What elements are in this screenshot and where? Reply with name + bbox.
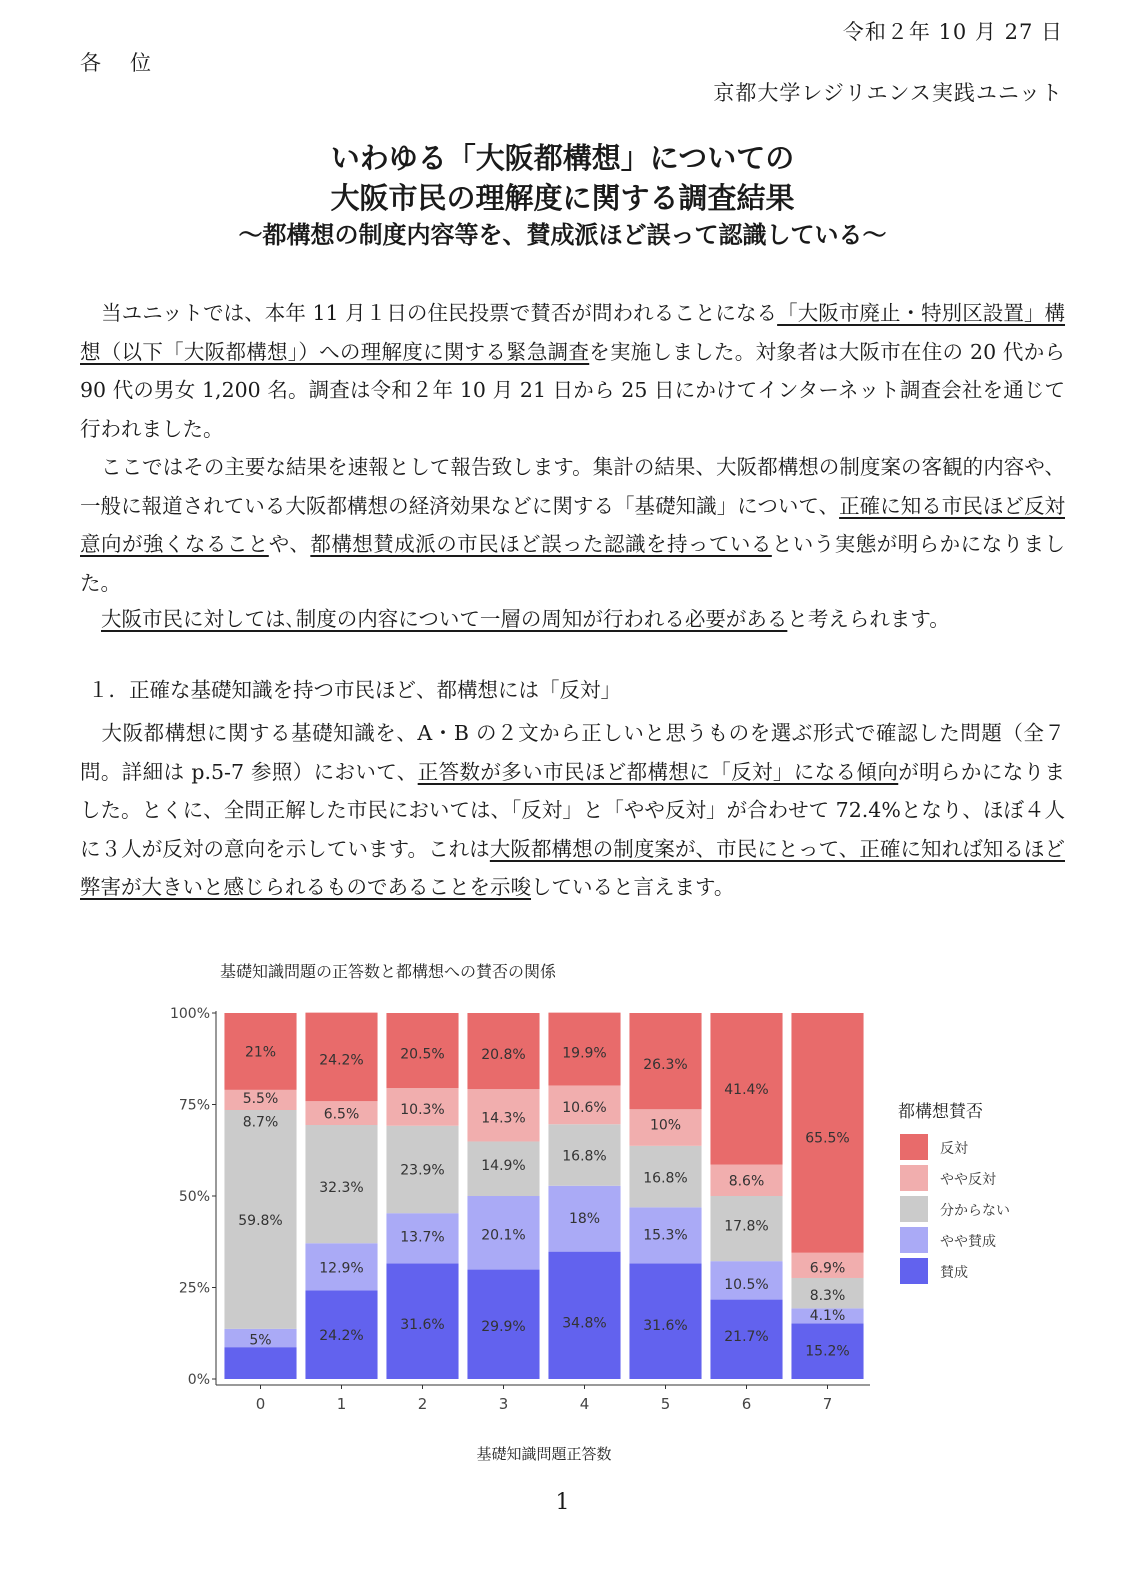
legend-label: やや反対 xyxy=(940,1172,996,1188)
data-label: 16.8% xyxy=(562,1148,607,1165)
intro-p2-text-b: や、 xyxy=(268,532,311,556)
section-1-paragraph xyxy=(80,714,1065,907)
document-date: 令和２年 10 月 27 日 xyxy=(842,20,1063,44)
title-block xyxy=(0,138,1125,252)
legend-swatch-やや賛成 xyxy=(900,1227,928,1253)
x-axis-title: 基礎知識問題正答数 xyxy=(476,1445,612,1463)
section-1-text-c: していると言えます。 xyxy=(531,875,735,899)
bar-segment-賛成 xyxy=(224,1347,296,1379)
x-tick-label: 5 xyxy=(660,1395,671,1413)
legend-label: 分からない xyxy=(940,1203,1010,1219)
legend-label: やや賛成 xyxy=(940,1234,996,1250)
data-label: 15.2% xyxy=(805,1343,850,1360)
y-tick-label: 0% xyxy=(187,1372,210,1388)
data-label: 14.9% xyxy=(481,1157,526,1174)
intro-p2-emphasis-1: 正確に知る市民ほど反対意向が強くなること xyxy=(80,493,1065,556)
legend-swatch-分からない xyxy=(900,1196,928,1222)
data-label: 12.9% xyxy=(319,1260,364,1277)
chart-title: 基礎知識問題の正答数と都構想への賛否の関係 xyxy=(220,962,557,981)
data-label: 34.8% xyxy=(562,1315,607,1332)
data-label: 15.3% xyxy=(643,1227,688,1244)
data-label: 65.5% xyxy=(805,1130,850,1147)
legend-swatch-やや反対 xyxy=(900,1165,928,1191)
data-label: 19.9% xyxy=(562,1045,607,1062)
data-label: 6.5% xyxy=(323,1106,360,1123)
data-label: 8.6% xyxy=(728,1173,765,1190)
intro-paragraph-1 xyxy=(80,294,1065,448)
data-label: 18% xyxy=(568,1210,601,1227)
x-tick-label: 1 xyxy=(336,1395,347,1413)
intro-p1-text-a: 当ユニットでは、本年 11 月１日の住民投票で賛否が問われることになる xyxy=(101,301,778,325)
intro-paragraph-2 xyxy=(80,448,1065,602)
data-label: 5.5% xyxy=(242,1090,279,1107)
subtitle: ～都構想の制度内容等を、賛成派ほど誤って認識している～ xyxy=(238,221,887,249)
addressee: 各 位 xyxy=(80,51,155,75)
data-label: 24.2% xyxy=(319,1052,364,1069)
section-1-text-b: が明らかになりました。とくに、全問正解した市民においては、「反対」と「やや反対」が合わせて 72.4%となり、ほぼ４人に３人が反対の意向を示しています。これは xyxy=(80,759,1066,861)
x-tick-label: 2 xyxy=(417,1395,428,1413)
data-label: 4.1% xyxy=(809,1307,846,1324)
x-tick-label: 7 xyxy=(822,1395,833,1413)
data-label: 26.3% xyxy=(643,1057,688,1074)
intro-p3-text: と考えられます。 xyxy=(787,607,950,631)
section-1-emphasis-1: 正答数が多い市民ほど都構想に「反対」になる傾向 xyxy=(417,759,899,784)
y-tick-label: 75% xyxy=(178,1097,210,1114)
data-label: 10.3% xyxy=(400,1101,445,1118)
x-tick-label: 4 xyxy=(579,1395,590,1413)
section-1-heading: １．正確な基礎知識を持つ市民ほど、都構想には「反対」 xyxy=(88,678,621,702)
section-1-text-a: 大阪都構想に関する基礎知識を、A・B の２文から正しいと思うものを選ぶ形式で確認した問題（全７問。詳細は p.5-7 参照）において、 xyxy=(80,721,1065,784)
page-number: 1 xyxy=(555,1490,570,1515)
legend-label: 反対 xyxy=(940,1141,968,1157)
intro-p2-text-a: ここではその主要な結果を速報として報告致します。集計の結果、大阪都構想の制度案の客観的内容や、一般に報道されている大阪都構想の経済効果などに関する「基礎知識」について、 xyxy=(80,455,1065,518)
data-label: 20.8% xyxy=(481,1046,526,1063)
data-label: 23.9% xyxy=(400,1162,445,1179)
chart-canvas xyxy=(150,955,1050,1475)
y-tick-label: 50% xyxy=(178,1189,210,1205)
data-label: 17.8% xyxy=(724,1218,769,1235)
data-label: 20.5% xyxy=(400,1046,445,1063)
data-label: 21% xyxy=(244,1044,277,1061)
data-label: 10.5% xyxy=(724,1276,769,1293)
legend-swatch-反対 xyxy=(900,1134,928,1160)
y-tick-label: 100% xyxy=(169,1006,210,1022)
x-tick-label: 0 xyxy=(255,1395,266,1413)
data-label: 29.9% xyxy=(481,1318,526,1335)
data-label: 16.8% xyxy=(643,1170,688,1187)
data-label: 32.3% xyxy=(319,1179,364,1196)
data-label: 31.6% xyxy=(400,1317,445,1334)
data-label: 8.7% xyxy=(242,1114,279,1131)
data-label: 21.7% xyxy=(724,1328,769,1345)
intro-p2-emphasis-2: 都構想賛成派の市民ほど誤った認識を持っている xyxy=(310,532,772,556)
x-tick-label: 6 xyxy=(741,1395,752,1413)
data-label: 14.3% xyxy=(481,1110,526,1127)
intro-p2-text-c: という実態が明らかになりました。 xyxy=(80,532,1066,595)
legend-title: 都構想賛否 xyxy=(898,1102,983,1122)
data-label: 41.4% xyxy=(724,1082,769,1099)
x-tick-label: 3 xyxy=(498,1395,509,1413)
data-label: 5% xyxy=(249,1332,272,1349)
data-label: 10.6% xyxy=(562,1100,607,1117)
legend-swatch-賛成 xyxy=(900,1258,928,1284)
data-label: 13.7% xyxy=(400,1229,445,1246)
title-line-1: いわゆる「大阪都構想」についての xyxy=(330,141,795,175)
legend-label: 賛成 xyxy=(940,1265,968,1281)
organization-name: 京都大学レジリエンス実践ユニット xyxy=(713,81,1063,105)
data-label: 6.9% xyxy=(809,1260,846,1277)
data-label: 20.1% xyxy=(481,1227,526,1244)
data-label: 8.3% xyxy=(809,1287,846,1304)
intro-p1-emphasis: 「大阪市廃止・特別区設置」構想（以下「大阪都構想」）への理解度に関する緊急調査 xyxy=(80,301,1066,364)
intro-p3-emphasis: 大阪市民に対しては､制度の内容について一層の周知が行われる必要がある xyxy=(101,607,788,631)
intro-p1-text-b: を実施しました。対象者は大阪市在住の 20 代から 90 代の男女 1,200 名。調査は令和２年 10 月 21 日から 25 日にかけてインターネット調査会社を通じて行われました。 xyxy=(80,339,1065,441)
section-1-emphasis-2: 大阪都構想の制度案が、市民にとって、正確に知れば知るほど弊害が大きいと感じられるものであることを示唆 xyxy=(80,836,1065,899)
stacked-bar-chart xyxy=(150,955,1050,1479)
data-label: 10% xyxy=(649,1117,682,1134)
data-label: 59.8% xyxy=(238,1212,283,1229)
data-label: 31.6% xyxy=(643,1317,688,1334)
data-label: 24.2% xyxy=(319,1328,364,1345)
intro-paragraph-3 xyxy=(80,600,1065,639)
y-tick-label: 25% xyxy=(178,1280,210,1297)
title-line-2: 大阪市民の理解度に関する調査結果 xyxy=(330,181,795,215)
